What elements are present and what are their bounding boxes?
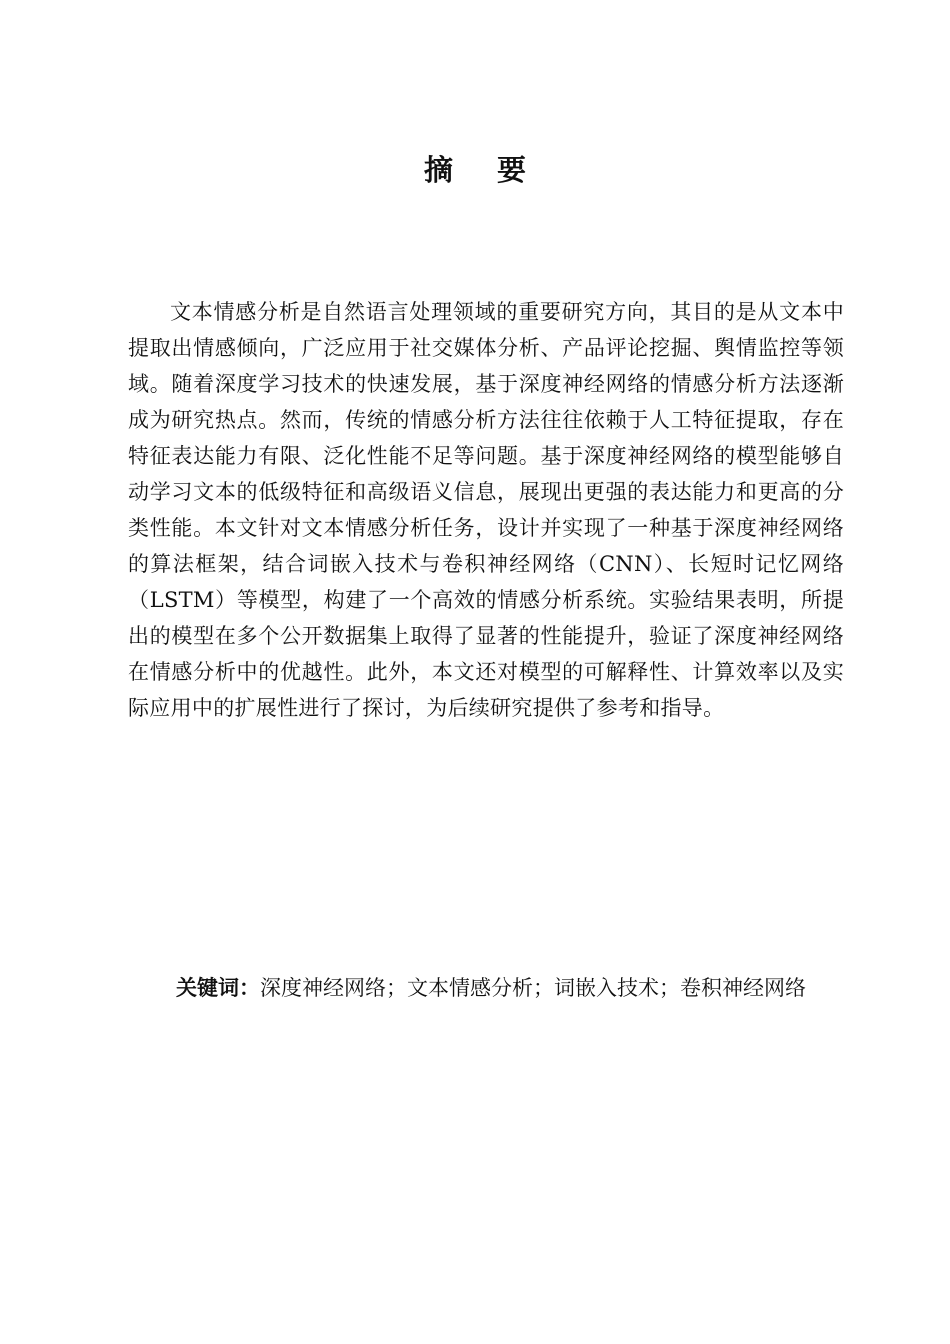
keywords-list: 深度神经网络；文本情感分析；词嵌入技术；卷积神经网络 (260, 976, 806, 1000)
keywords-line (176, 970, 876, 1006)
abstract-paragraph: 文本情感分析是自然语言处理领域的重要研究方向，其目的是从文本中提取出情感倾向，广泛应用于社交媒体分析、产品评论挖掘、舆情监控等领域。随着深度学习技术的快速发展，基于深度神经网络的情感分析方法逐渐成为研究热点。然而，传统的情感分析方法往往依赖于人工特征提取，存在特征表达能力有限、泛化性能不足等问题。基于深度神经网络的模型能够自动学习文本的低级特征和高级语义信息，展现出更强的表达能力和更高的分类性能。本文针对文本情感分析任务，设计并实现了一种基于深度神经网络的算法框架，结合词嵌入技术与卷积神经网络（CNN）、长短时记忆网络（LSTM）等模型，构建了一个高效的情感分析系统。实验结果表明，所提出的模型在多个公开数据集上取得了显著的性能提升，验证了深度神经网络在情感分析中的优越性。此外，本文还对模型的可解释性、计算效率以及实际应用中的扩展性进行了探讨，为后续研究提供了参考和指导。 (128, 300, 844, 720)
page-title (0, 150, 950, 190)
title-char-2: 要 (497, 153, 527, 187)
title-char-1: 摘 (423, 153, 453, 187)
keywords-label: 关键词： (176, 976, 260, 1000)
